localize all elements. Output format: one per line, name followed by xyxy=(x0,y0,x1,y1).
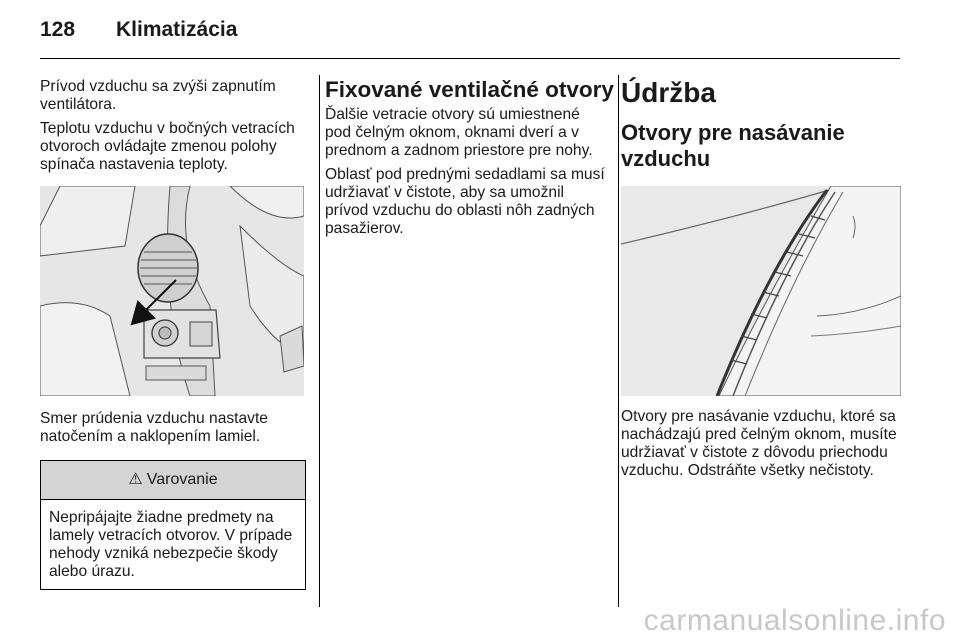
paragraph-under-seat-area: Oblasť pod prednými sedadlami sa musí udržiavať v čistote, aby sa umožnil prívod vzduchu do oblasti nôh zadných pasažierov. xyxy=(325,166,605,237)
column-right xyxy=(621,78,903,486)
paragraph-air-intake-maintenance: Otvory pre nasávanie vzduchu, ktoré sa nachádzajú pred čelným oknom, musíte udržiavať v čistote z dôvodu priechodu vzduchu. Odstráňte všetky nečistoty. xyxy=(621,408,897,479)
paragraph-side-vent-temperature: Teplotu vzduchu v bočných vetracích otvoroch ovládajte zmenou polohy spínača nastavenia teploty. xyxy=(40,120,295,173)
page-number: 128 xyxy=(40,18,76,41)
column-middle xyxy=(325,77,614,244)
column-divider-2 xyxy=(618,75,619,607)
warning-title: Varovanie xyxy=(146,471,218,488)
subheading-air-intake: Otvory pre nasávanie vzduchu xyxy=(621,120,845,171)
warning-box xyxy=(40,460,306,590)
section-heading-maintenance: Údržba xyxy=(621,77,716,108)
header-rule xyxy=(40,58,900,59)
section-heading-fixed-vents: Fixované ventilačné otvory xyxy=(325,77,614,102)
warning-triangle-icon: ⚠ xyxy=(128,471,143,488)
chapter-title: Klimatizácia xyxy=(116,18,238,41)
column-divider-1 xyxy=(319,75,320,607)
paragraph-louver-direction: Smer prúdenia vzduchu nastavte natočením a naklopením lamiel. xyxy=(40,410,268,445)
column-left xyxy=(40,78,306,590)
air-intake-illustration xyxy=(621,186,901,396)
side-vent-illustration xyxy=(40,186,304,396)
paragraph-fixed-vents-location: Ďalšie vetracie otvory sú umiestnené pod čelným oknom, oknami dverí a v prednom a zadnom priestore pre nohy. xyxy=(325,106,593,159)
warning-text: Nepripájajte žiadne predmety na lamely vetracích otvorov. V prípade nehody vzniká nebezpečie škody alebo úrazu. xyxy=(49,509,293,580)
watermark: carmanualsonline.info xyxy=(643,604,946,637)
paragraph-fan-airflow: Prívod vzduchu sa zvýši zapnutím ventilátora. xyxy=(40,78,276,113)
warning-header xyxy=(41,461,305,500)
